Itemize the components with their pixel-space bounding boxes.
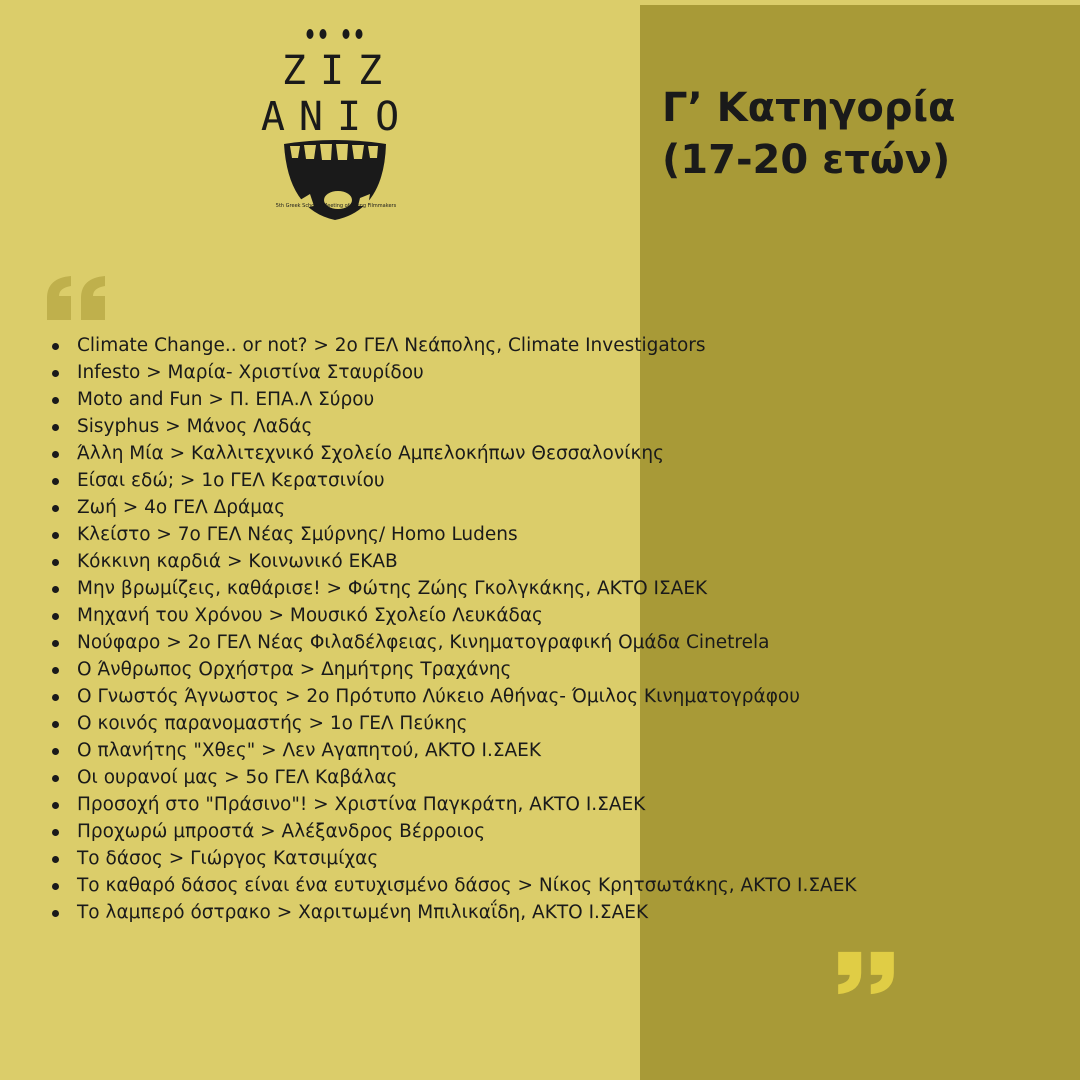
- list-item: [52, 899, 1042, 926]
- bullet-icon: [52, 424, 59, 431]
- list-item: [52, 656, 1042, 683]
- close-quote-icon: [836, 948, 896, 996]
- list-item-text: Sisyphus > Μάνος Λαδάς: [77, 416, 313, 437]
- list-item-text: Το καθαρό δάσος είναι ένα ευτυχισμένο δάσος > Νίκος Κρητσωτάκης, ΑΚΤΟ Ι.ΣΑΕΚ: [77, 875, 857, 896]
- list-item-text: Το λαμπερό όστρακο > Χαριτωμένη Μπιλικαΐδη, ΑΚΤΟ Ι.ΣΑΕΚ: [77, 902, 649, 923]
- list-item-text: Κλείστο > 7ο ΓΕΛ Νέας Σμύρνης/ Homo Ludens: [77, 524, 518, 545]
- bullet-icon: [52, 343, 59, 350]
- bullet-icon: [52, 667, 59, 674]
- logo-text-line-1: ΖΙΖ: [281, 48, 397, 94]
- bullet-icon: [52, 748, 59, 755]
- bullet-icon: [52, 829, 59, 836]
- bullet-icon: [52, 721, 59, 728]
- category-title-line-1: Γ’ Κατηγορία: [662, 85, 956, 131]
- list-item: [52, 764, 1042, 791]
- list-item: [52, 440, 1042, 467]
- list-item-text: Infesto > Μαρία- Χριστίνα Σταυρίδου: [77, 362, 424, 383]
- logo-text-line-2: ΑΝΙΟ: [260, 94, 414, 140]
- list-item: [52, 818, 1042, 845]
- list-item-text: Οι ουρανοί μας > 5ο ΓΕΛ Καβάλας: [77, 767, 398, 788]
- bullet-icon: [52, 802, 59, 809]
- list-item-text: Το δάσος > Γιώργος Κατσιμίχας: [77, 848, 379, 869]
- list-item: [52, 467, 1042, 494]
- list-item: [52, 359, 1042, 386]
- category-title-line-2: (17-20 ετών): [662, 137, 951, 183]
- list-item: [52, 602, 1042, 629]
- list-item: [52, 548, 1042, 575]
- list-item: [52, 332, 1042, 359]
- bullet-icon: [52, 856, 59, 863]
- list-item-text: Προσοχή στο "Πράσινο"! > Χριστίνα Παγκράτη, ΑΚΤΟ Ι.ΣΑΕΚ: [77, 794, 646, 815]
- category-title: [662, 82, 1062, 186]
- list-item-text: Μην βρωμίζεις, καθάρισε! > Φώτης Ζώης Γκολγκάκης, ΑΚΤΟ ΙΣΑΕΚ: [77, 578, 708, 599]
- open-quote-icon: [45, 274, 107, 324]
- list-item-text: Climate Change.. or not? > 2ο ΓΕΛ Νεάπολης, Climate Investigators: [77, 335, 706, 356]
- list-item: [52, 683, 1042, 710]
- list-item-text: Άλλη Μία > Καλλιτεχνικό Σχολείο Αμπελοκήπων Θεσσαλονίκης: [77, 443, 664, 464]
- bullet-icon: [52, 532, 59, 539]
- list-item: [52, 737, 1042, 764]
- bullet-icon: [52, 370, 59, 377]
- list-item-text: Νούφαρο > 2ο ΓΕΛ Νέας Φιλαδέλφειας, Κινηματογραφική Ομάδα Cinetrela: [77, 632, 770, 653]
- list-item: [52, 494, 1042, 521]
- list-item: [52, 386, 1042, 413]
- list-item-text: Είσαι εδώ; > 1ο ΓΕΛ Κερατσινίου: [77, 470, 385, 491]
- list-item-text: Μηχανή του Χρόνου > Μουσικό Σχολείο Λευκάδας: [77, 605, 543, 626]
- list-item: [52, 710, 1042, 737]
- list-item-text: Κόκκινη καρδιά > Κοινωνικό ΕΚΑΒ: [77, 551, 398, 572]
- list-item: [52, 521, 1042, 548]
- bullet-icon: [52, 613, 59, 620]
- bullet-icon: [52, 505, 59, 512]
- list-item: [52, 872, 1007, 899]
- list-item-text: Ο Άνθρωπος Ορχήστρα > Δημήτρης Τραχάνης: [77, 659, 512, 680]
- list-item-text: Ο Γνωστός Άγνωστος > 2ο Πρότυπο Λύκειο Αθήνας- Όμιλος Κινηματογράφου: [77, 686, 800, 707]
- festival-logo: [248, 20, 418, 220]
- list-item-text: Ο κοινός παρανομαστής > 1ο ΓΕΛ Πεύκης: [77, 713, 468, 734]
- list-item: [52, 413, 1042, 440]
- list-item: [52, 629, 1042, 656]
- list-item: [52, 791, 1042, 818]
- list-item: [52, 575, 1042, 602]
- logo-caption: 5th Greek Schools Meeting of Young Filmmakers: [275, 203, 397, 209]
- list-item: [52, 845, 1042, 872]
- mouth-icon: [280, 138, 390, 228]
- bullet-icon: [52, 910, 59, 917]
- bullet-icon: [52, 775, 59, 782]
- bullet-icon: [52, 478, 59, 485]
- list-item-text: Προχωρώ μπροστά > Αλέξανδρος Βέρροιος: [77, 821, 486, 842]
- bullet-icon: [52, 451, 59, 458]
- bullet-icon: [52, 694, 59, 701]
- bullet-icon: [52, 559, 59, 566]
- bullet-icon: [52, 397, 59, 404]
- film-entries-list: [52, 332, 1042, 926]
- bullet-icon: [52, 883, 59, 890]
- list-item-text: Moto and Fun > Π. ΕΠΑ.Λ Σύρου: [77, 389, 375, 410]
- list-item-text: Ο πλανήτης "Χθες" > Λεν Αγαπητού, ΑΚΤΟ Ι.ΣΑΕΚ: [77, 740, 541, 761]
- bullet-icon: [52, 640, 59, 647]
- list-item-text: Ζωή > 4ο ΓΕΛ Δράμας: [77, 497, 286, 518]
- bullet-icon: [52, 586, 59, 593]
